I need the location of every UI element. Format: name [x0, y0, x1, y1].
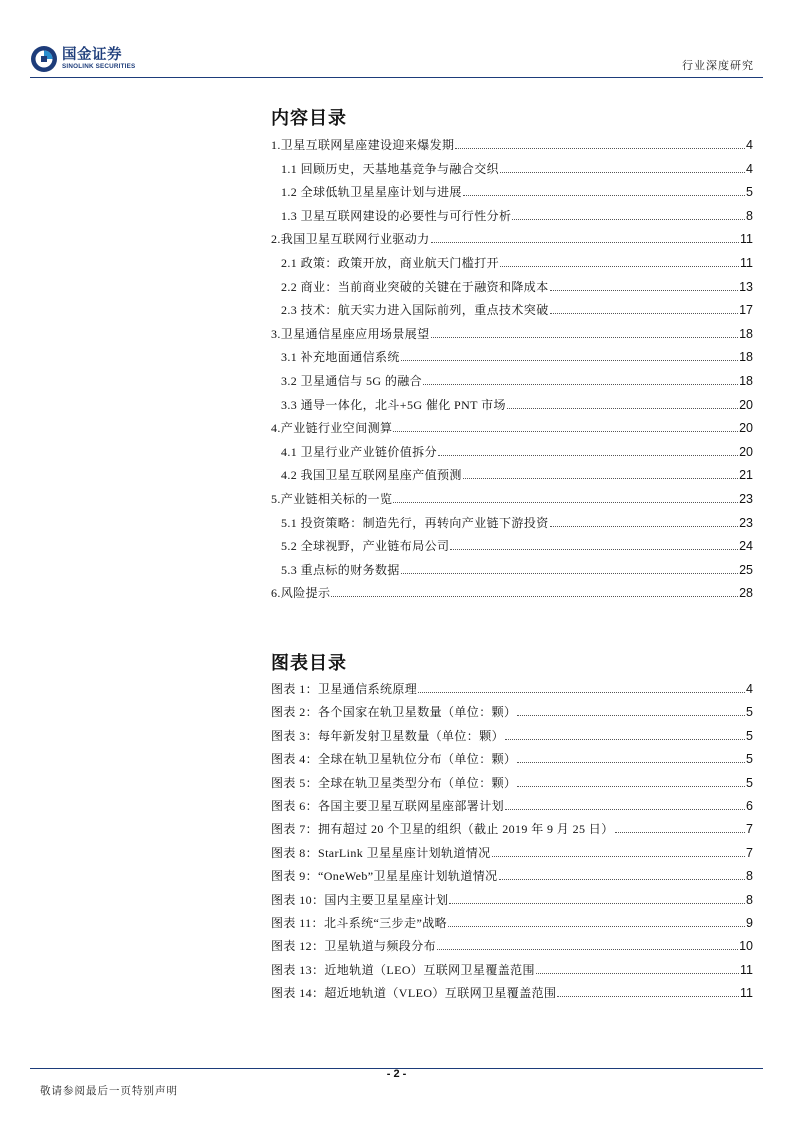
dot-leader: [393, 431, 738, 432]
dot-leader: [550, 313, 738, 314]
page-number: - 2 -: [386, 1068, 407, 1080]
contents-entry[interactable]: [281, 302, 753, 318]
figure-entry-title: 图表 2：各个国家在轨卫星数量（单位：颗）: [271, 705, 517, 720]
contents-entry-title: 3.2 卫星通信与 5G 的融合: [281, 374, 423, 388]
dot-leader: [492, 856, 745, 857]
contents-entry[interactable]: [281, 373, 753, 389]
dot-leader: [401, 360, 738, 361]
page-header: [0, 0, 793, 86]
dot-leader: [517, 715, 745, 716]
contents-entry-title: 2.我国卫星互联网行业驱动力: [271, 232, 430, 247]
figures-title: 图表目录: [271, 653, 347, 674]
figure-entry-page: 8: [746, 869, 753, 884]
figure-entry-page: 5: [746, 775, 753, 790]
figure-entry[interactable]: [271, 892, 753, 908]
figure-entry-title: 图表 13：近地轨道（LEO）互联网卫星覆盖范围: [271, 962, 535, 977]
figure-entry-title: 图表 10：国内主要卫星星座计划: [271, 892, 449, 907]
contents-entry[interactable]: [271, 231, 753, 247]
contents-entry-page: 18: [739, 374, 753, 388]
contents-title: 内容目录: [271, 108, 347, 129]
contents-entry[interactable]: [271, 326, 753, 342]
dot-leader: [505, 809, 745, 810]
figure-entry-page: 4: [746, 682, 753, 696]
contents-entry-title: 6.风险提示: [271, 586, 331, 601]
contents-entry-title: 1.1 回顾历史，天基地基竞争与融合交织: [281, 161, 500, 176]
dot-leader: [512, 219, 745, 220]
figure-entry[interactable]: [271, 704, 753, 720]
contents-entry[interactable]: [281, 515, 753, 531]
figure-entry-page: 7: [746, 845, 753, 860]
report-type-label: 行业深度研究: [682, 60, 754, 72]
contents-entry-title: 1.卫星互联网星座建设迎来爆发期: [271, 138, 455, 152]
contents-entry-title: 5.产业链相关标的一览: [271, 492, 393, 506]
contents-entry[interactable]: [281, 208, 753, 224]
company-logo: [30, 44, 135, 74]
dot-leader: [401, 573, 738, 574]
dot-leader: [331, 596, 738, 597]
figure-entry[interactable]: [271, 728, 753, 744]
dot-leader: [448, 926, 745, 927]
contents-entry-page: 21: [739, 468, 753, 483]
contents-entry-title: 5.1 投资策略：制造先行，再转向产业链下游投资: [281, 515, 549, 530]
dot-leader: [550, 526, 738, 527]
dot-leader: [437, 949, 738, 950]
figure-entry-title: 图表 12：卫星轨道与频段分布: [271, 939, 437, 954]
dot-leader: [393, 502, 738, 503]
contents-entry-title: 3.3 通导一体化，北斗+5G 催化 PNT 市场: [281, 397, 506, 412]
disclaimer-note: 敬请参阅最后一页特别声明: [40, 1086, 178, 1097]
contents-entry-title: 2.3 技术：航天实力进入国际前列，重点技术突破: [281, 303, 549, 318]
dot-leader: [423, 384, 738, 385]
contents-entry[interactable]: [281, 184, 753, 200]
contents-entry-page: 8: [746, 208, 753, 223]
logo-chinese-name: 国金证券: [62, 46, 122, 63]
figure-entry[interactable]: [271, 751, 753, 767]
dot-leader: [615, 832, 745, 833]
figure-entry[interactable]: [271, 775, 753, 791]
figure-entry-title: 图表 9：“OneWeb”卫星星座计划轨道情况: [271, 869, 498, 884]
contents-entry-page: 23: [739, 515, 753, 530]
contents-entry[interactable]: [281, 538, 753, 554]
contents-entry-page: 4: [746, 138, 753, 152]
contents-entry-page: 23: [739, 492, 753, 506]
dot-leader: [536, 973, 739, 974]
figure-entry-title: 图表 4：全球在轨卫星轨位分布（单位：颗）: [271, 752, 517, 767]
dot-leader: [517, 786, 745, 787]
figure-entry-page: 8: [746, 892, 753, 907]
dot-leader: [455, 148, 745, 149]
contents-entry-title: 1.3 卫星互联网建设的必要性与可行性分析: [281, 208, 512, 223]
contents-entry[interactable]: [281, 255, 753, 271]
contents-entry[interactable]: [281, 467, 753, 483]
figure-entry-page: 5: [746, 728, 753, 743]
figure-entry[interactable]: [271, 938, 753, 954]
figure-entry-title: 图表 8：StarLink 卫星星座计划轨道情况: [271, 845, 491, 860]
contents-entry-page: 20: [739, 444, 753, 459]
contents-entry[interactable]: [281, 397, 753, 413]
figure-entry-page: 5: [746, 705, 753, 720]
contents-entry-page: 18: [739, 326, 753, 341]
figure-entry-page: 9: [746, 916, 753, 930]
figure-entry-page: 10: [739, 939, 753, 954]
figure-entry[interactable]: [271, 681, 753, 697]
dot-leader: [505, 739, 745, 740]
figure-entry-page: 7: [746, 822, 753, 837]
contents-entry-page: 4: [746, 161, 753, 176]
figure-entry[interactable]: [271, 868, 753, 884]
logo-english-name: SINOLINK SECURITIES: [62, 63, 136, 71]
dot-leader: [557, 996, 739, 997]
contents-entry-page: 17: [739, 303, 753, 318]
figure-entry-title: 图表 3：每年新发射卫星数量（单位：颗）: [271, 728, 505, 743]
contents-entry[interactable]: [271, 420, 753, 436]
contents-entry-title: 3.卫星通信星座应用场景展望: [271, 326, 430, 341]
contents-entry-title: 2.2 商业：当前商业突破的关键在于融资和降成本: [281, 279, 549, 294]
contents-entry[interactable]: [271, 491, 753, 507]
contents-entry-title: 4.2 我国卫星互联网星座产值预测: [281, 468, 462, 483]
header-divider: [30, 77, 763, 78]
contents-entry-page: 20: [739, 397, 753, 412]
contents-entry[interactable]: [281, 161, 753, 177]
dot-leader: [418, 692, 745, 693]
contents-entry-page: 13: [739, 279, 753, 294]
figure-entry[interactable]: [271, 845, 753, 861]
dot-leader: [463, 195, 745, 196]
contents-entry[interactable]: [281, 279, 753, 295]
dot-leader: [550, 290, 738, 291]
contents-entry-page: 11: [740, 256, 753, 270]
dot-leader: [507, 408, 738, 409]
contents-entry-page: 24: [739, 539, 753, 554]
figure-entry-title: 图表 5：全球在轨卫星类型分布（单位：颗）: [271, 775, 517, 790]
dot-leader: [500, 266, 739, 267]
figure-entry[interactable]: [271, 821, 753, 837]
figure-entry-title: 图表 14：超近地轨道（VLEO）互联网卫星覆盖范围: [271, 986, 557, 1001]
contents-entry-page: 5: [746, 185, 753, 200]
contents-entry[interactable]: [281, 444, 753, 460]
contents-entry[interactable]: [271, 137, 753, 153]
dot-leader: [463, 478, 738, 479]
contents-entry-title: 3.1 补充地面通信系统: [281, 350, 400, 365]
dot-leader: [517, 762, 745, 763]
dot-leader: [438, 455, 738, 456]
dot-leader: [500, 172, 745, 173]
figure-entry-page: 11: [740, 962, 753, 977]
contents-entry-page: 25: [739, 562, 753, 577]
contents-entry[interactable]: [271, 585, 753, 601]
contents-entry-title: 5.2 全球视野，产业链布局公司: [281, 539, 450, 554]
contents-entry-title: 1.2 全球低轨卫星星座计划与进展: [281, 185, 462, 200]
figure-entry-page: 6: [746, 799, 753, 813]
sinolink-logo-icon: [30, 45, 58, 73]
figure-entry-title: 图表 1：卫星通信系统原理: [271, 682, 418, 696]
contents-entry[interactable]: [281, 562, 753, 578]
figure-entry-title: 图表 11：北斗系统“三步走”战略: [271, 916, 448, 930]
figure-entry-title: 图表 7：拥有超过 20 个卫星的组织（截止 2019 年 9 月 25 日）: [271, 822, 614, 837]
contents-entry-title: 2.1 政策：政策开放，商业航天门槛打开: [281, 256, 500, 270]
figure-entry[interactable]: [271, 915, 753, 931]
figure-entry-page: 5: [746, 752, 753, 767]
contents-entry-page: 28: [739, 586, 753, 601]
dot-leader: [449, 903, 745, 904]
figure-entry[interactable]: [271, 798, 753, 814]
contents-entry-title: 4.产业链行业空间测算: [271, 421, 393, 436]
figure-entry[interactable]: [271, 962, 753, 978]
contents-entry-page: 18: [739, 350, 753, 365]
contents-entry-title: 4.1 卫星行业产业链价值拆分: [281, 444, 438, 459]
figure-entry-page: 11: [740, 986, 753, 1001]
dot-leader: [499, 879, 746, 880]
figure-entry[interactable]: [271, 985, 753, 1001]
contents-entry-page: 11: [740, 232, 753, 247]
figure-entry-title: 图表 6：各国主要卫星互联网星座部署计划: [271, 799, 505, 813]
contents-entry-page: 20: [739, 421, 753, 436]
dot-leader: [431, 242, 739, 243]
contents-entry[interactable]: [281, 349, 753, 365]
contents-entry-title: 5.3 重点标的财务数据: [281, 562, 400, 577]
dot-leader: [431, 337, 738, 338]
dot-leader: [450, 549, 738, 550]
